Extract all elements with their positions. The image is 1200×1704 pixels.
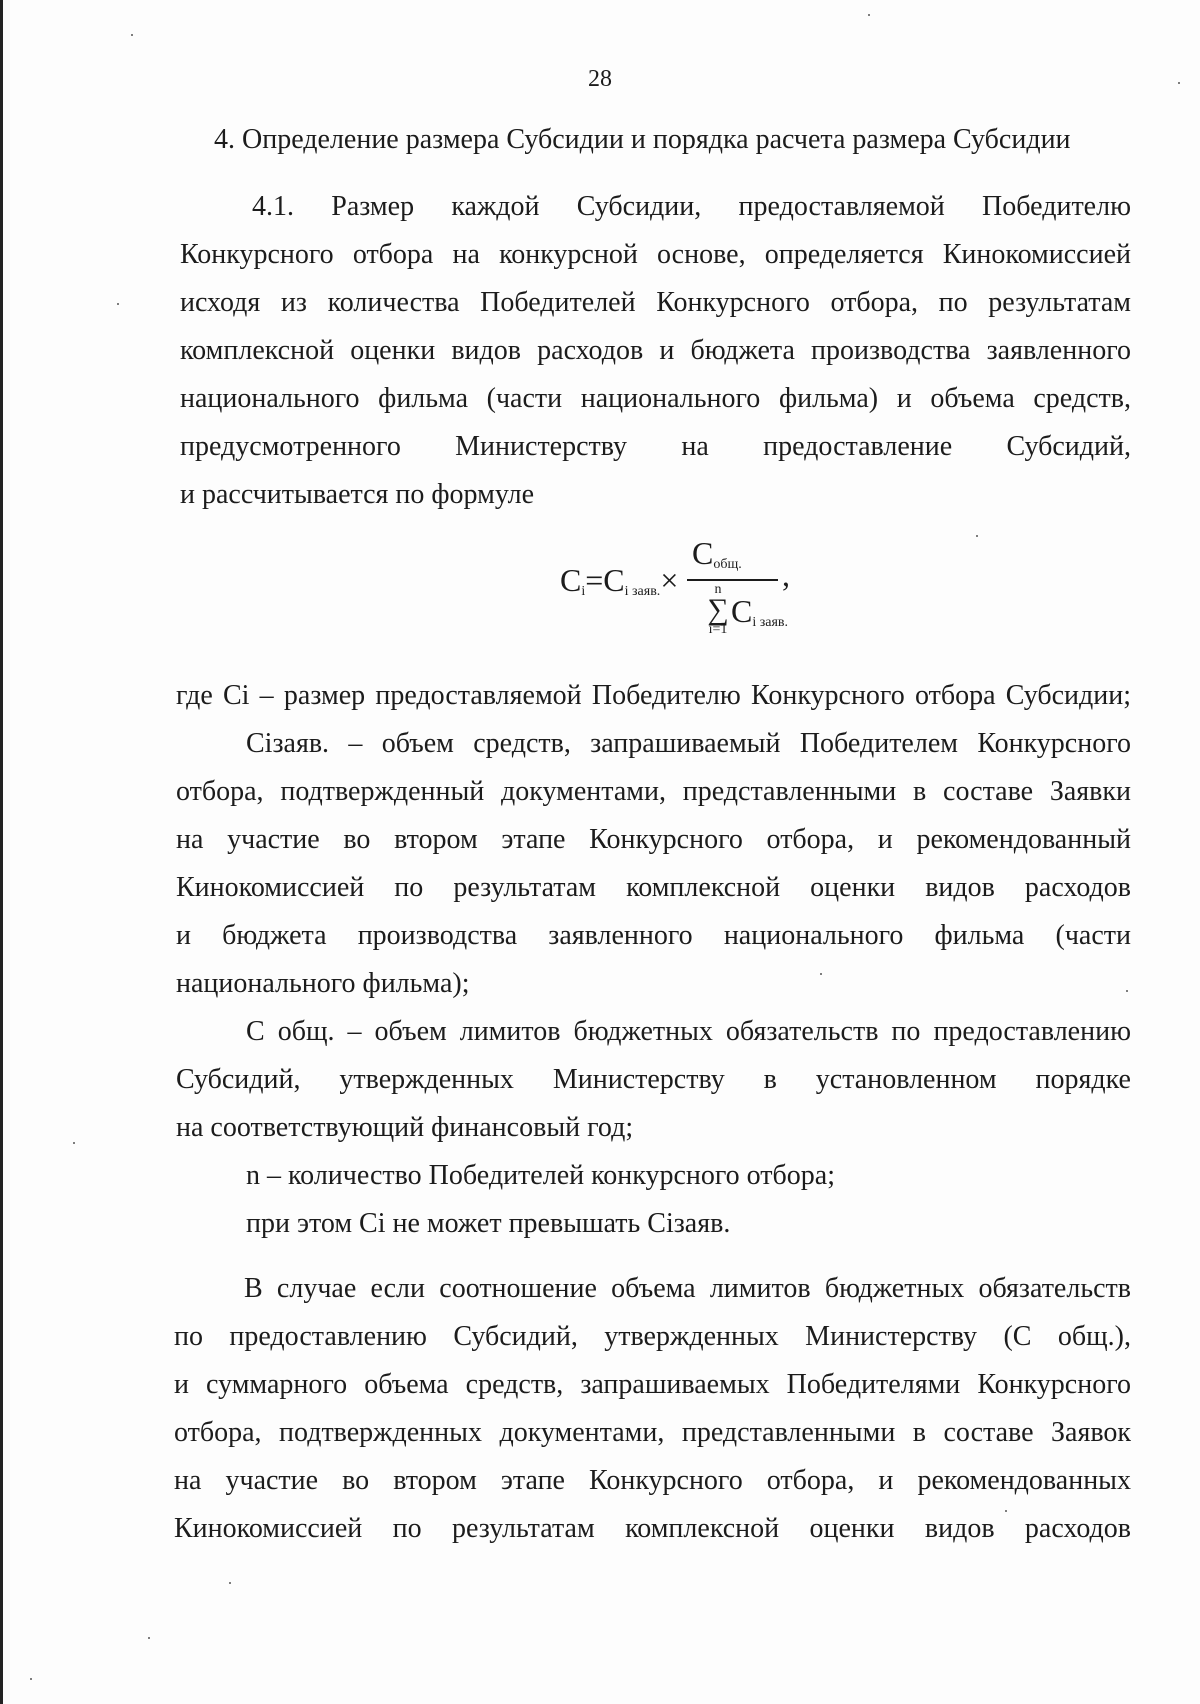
scan-speck <box>30 1678 32 1680</box>
text-line: комплексной оценки видов расходов и бюджета производства заявленного <box>180 335 1131 366</box>
scan-speck <box>229 1582 231 1584</box>
text-line: В случае если соотношение объема лимитов бюджетных обязательств <box>244 1273 1131 1304</box>
formula-subscript: i заяв. <box>752 615 789 630</box>
fraction-numerator <box>692 535 742 573</box>
text-line: по предоставлению Субсидий, утвержденных Министерству (С общ.), <box>174 1321 1131 1352</box>
formula-subscript: i <box>581 584 586 599</box>
formula-operator: = <box>585 562 604 598</box>
text-line: Субсидий, утвержденных Министерству в установленном порядке <box>176 1064 1131 1095</box>
summation-upper-limit: n <box>714 582 722 597</box>
definition-ci: где Сi – размер предоставляемой Победителю Конкурсного отбора Субсидии; <box>176 680 1131 711</box>
definition-n: n – количество Победителей конкурсного отбора; <box>246 1160 835 1191</box>
definitions-block <box>176 672 1131 1248</box>
text-line: и бюджета производства заявленного национального фильма (части <box>176 920 1131 951</box>
text-line: Кинокомиссией по результатам комплексной оценки видов расходов <box>176 872 1131 903</box>
text-line: исходя из количества Победителей Конкурсного отбора, по результатам <box>180 287 1131 318</box>
text-line: национального фильма); <box>176 968 470 999</box>
formula-lhs <box>560 562 678 600</box>
fraction-denominator <box>731 593 788 631</box>
formula-symbol: C <box>560 562 582 598</box>
formula-operator: × <box>660 562 679 598</box>
text-line: на участие во втором этапе Конкурсного отбора, и рекомендованных <box>174 1465 1131 1496</box>
fraction-bar <box>687 579 778 581</box>
scan-speck <box>73 1142 75 1144</box>
text-line: национального фильма (части национального фильма) и объема средств, <box>180 383 1131 414</box>
text-line: Сiзаяв. – объем средств, запрашиваемый Победителем Конкурсного <box>246 728 1131 759</box>
scan-speck <box>976 535 978 537</box>
formula-symbol: C <box>692 535 714 571</box>
summation <box>704 583 732 637</box>
scan-speck <box>117 303 119 305</box>
text-line: отбора, подтвержденных документами, представленными в составе Заявок <box>174 1417 1131 1448</box>
text-line: предусмотренного Министерству на предоставление Субсидий, <box>180 431 1131 462</box>
summation-lower-limit: i=1 <box>708 622 728 637</box>
section-heading: 4. Определение размера Субсидии и порядка расчета размера Субсидии <box>214 124 1071 155</box>
text-line: Конкурсного отбора на конкурсной основе, определяется Кинокомиссией <box>180 239 1131 270</box>
text-line: Кинокомиссией по результатам комплексной оценки видов расходов <box>174 1513 1131 1544</box>
text-line: и рассчитывается по формуле <box>180 479 535 510</box>
formula-comma: , <box>782 557 790 593</box>
formula-symbol: C <box>603 562 625 598</box>
scan-speck <box>131 34 133 36</box>
scan-edge <box>0 0 3 1704</box>
formula-symbol: C <box>731 593 753 629</box>
scan-speck <box>868 14 870 16</box>
text-line: и суммарного объема средств, запрашиваемых Победителями Конкурсного <box>174 1369 1131 1400</box>
text-line: на соответствующий финансовый год; <box>176 1112 634 1143</box>
paragraph-4-1 <box>180 183 1131 519</box>
page-number: 28 <box>588 66 612 92</box>
final-paragraph <box>174 1265 1131 1553</box>
scan-speck <box>148 1637 150 1639</box>
text-line: 4.1. Размер каждой Субсидии, предоставляемой Победителю <box>252 191 1131 222</box>
formula-subscript: общ. <box>713 557 742 572</box>
text-line: отбора, подтвержденный документами, представленными в составе Заявки <box>176 776 1131 807</box>
definition-limit: при этом Сi не может превышать Сiзаяв. <box>246 1208 731 1239</box>
sigma-symbol: ∑ <box>707 593 729 626</box>
formula-subscript: i заяв. <box>624 584 661 599</box>
text-line: С общ. – объем лимитов бюджетных обязательств по предоставлению <box>246 1016 1131 1047</box>
subsidy-formula <box>560 535 860 655</box>
text-line: на участие во втором этапе Конкурсного отбора, и рекомендованный <box>176 824 1131 855</box>
